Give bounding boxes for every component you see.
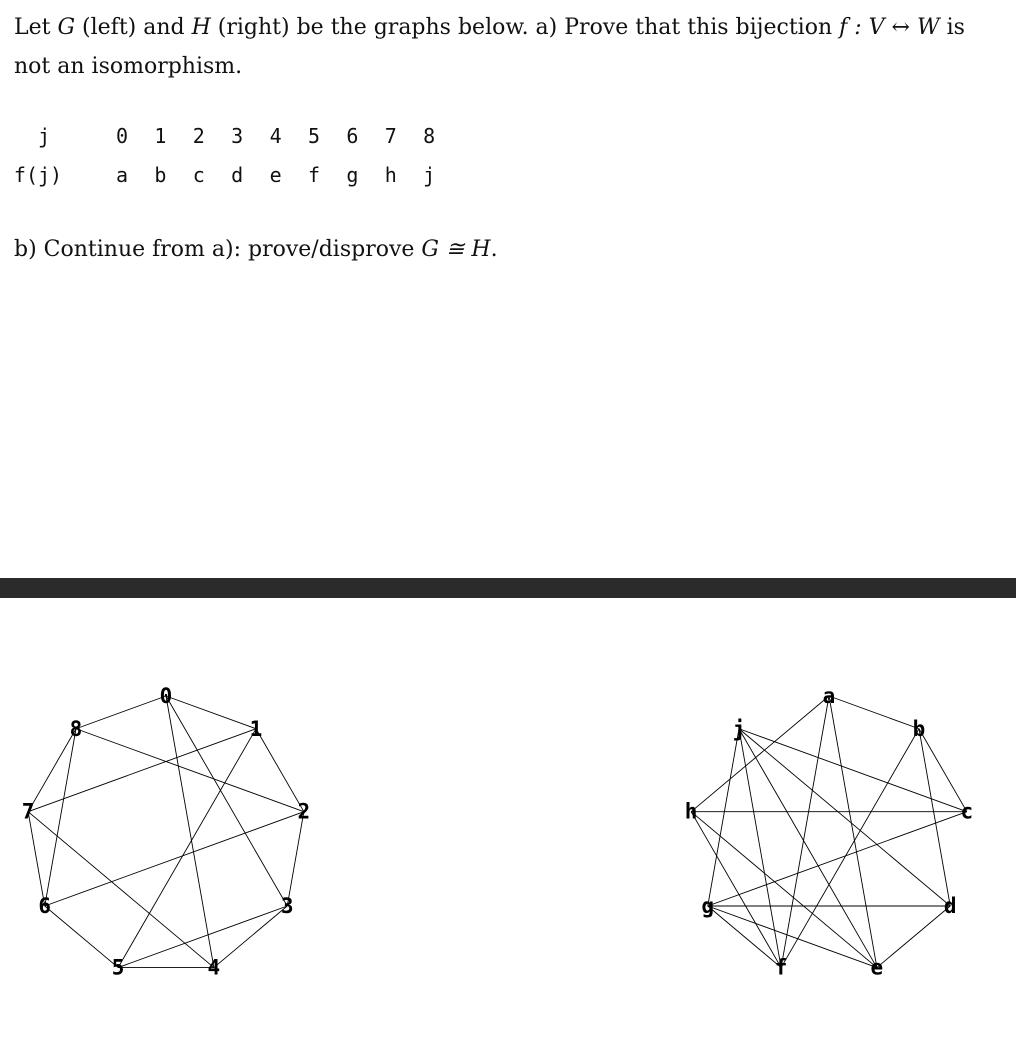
graph-g-edge-2-6 [45, 812, 304, 906]
graph-g-vertex-2: 2 [297, 799, 311, 824]
graph-g-edge-4-7 [28, 812, 214, 968]
graph-h-edge-d-j [739, 729, 950, 906]
problem-text: Let [14, 15, 58, 40]
graph-h-edge-g-j [708, 729, 739, 906]
mapping-cell: 2 [192, 124, 205, 148]
graph-h-edge-a-b [829, 696, 919, 729]
mapping-cell: 3 [231, 124, 244, 148]
graph-g-vertex-3: 3 [280, 894, 294, 918]
mapping-row-label: j [37, 124, 51, 148]
graph-g-vertex-7: 7 [21, 799, 35, 824]
mapping-cell: 0 [115, 124, 129, 148]
graph-g-edge-5-6 [45, 906, 118, 968]
graph-h-vertex-b: b [912, 716, 926, 741]
graph-g-symbol: G [57, 15, 76, 40]
mapping-cell: 7 [384, 124, 397, 148]
problem-text: (left) and [75, 15, 192, 40]
mapping-cell: f [307, 163, 321, 187]
graph-g-vertex-0: 0 [159, 684, 173, 708]
graph-g-vertex-6: 6 [38, 894, 52, 918]
part-b [14, 237, 498, 262]
graph-g-edge-0-8 [76, 696, 166, 729]
mapping-cell: 4 [269, 124, 282, 148]
graph-g-vertex-8: 8 [69, 716, 83, 741]
isomorphism-relation: G ≅ H [421, 237, 491, 262]
graph-h-edge-c-g [708, 812, 967, 906]
problem-line-2: not an isomorphism. [14, 54, 243, 79]
mapping-row-f [0, 163, 460, 202]
problem-text: (right) be the graphs below. a) Prove that this bijection [210, 15, 840, 40]
mapping-table [0, 124, 460, 202]
mapping-cell: h [384, 163, 397, 187]
divider-bar [0, 578, 1016, 598]
graph-h-vertex-c: c [960, 799, 974, 824]
graph-h-vertex-a: a [822, 684, 836, 708]
graph-g [22, 684, 310, 980]
graph-h-vertex-j: j [732, 716, 746, 741]
graphs-figure [0, 598, 1016, 1040]
mapping-row-label: f(j) [13, 163, 63, 187]
mapping-cell: d [231, 163, 244, 187]
graph-g-edge-2-8 [76, 729, 304, 812]
mapping-cell: j [423, 163, 436, 187]
part-b-end: . [490, 237, 498, 262]
bijection-symbol: f : V ↔ W [839, 15, 940, 40]
graph-h [685, 684, 973, 980]
mapping-cell: a [115, 163, 129, 187]
graph-g-edge-3-4 [214, 906, 287, 968]
problem-line-1 [14, 8, 1004, 47]
mapping-cell: e [269, 163, 282, 187]
problem-statement [14, 8, 1004, 86]
mapping-cell: g [346, 163, 359, 187]
graph-h-edge-d-e [877, 906, 950, 968]
graph-h-vertex-h: h [684, 799, 698, 824]
graph-h-edge-e-g [708, 906, 877, 968]
graph-h-vertex-e: e [870, 955, 884, 980]
graph-h-vertex-f: f [774, 955, 788, 980]
graph-g-edge-1-5 [118, 729, 256, 968]
graph-h-vertex-d: d [943, 894, 957, 918]
mapping-cell: 6 [346, 124, 359, 148]
mapping-cell: 5 [307, 124, 321, 148]
mapping-cell: 1 [154, 124, 167, 148]
graph-g-vertex-4: 4 [207, 955, 221, 980]
graph-h-edge-f-g [708, 906, 781, 968]
graph-g-edge-6-7 [28, 812, 45, 906]
mapping-row-j [0, 124, 460, 163]
graph-g-edge-1-7 [28, 729, 256, 812]
part-b-text: b) Continue from a): prove/disprove [14, 237, 422, 262]
graph-g-edge-0-1 [166, 696, 256, 729]
graph-g-vertex-1: 1 [249, 716, 263, 741]
graph-h-edge-c-j [739, 729, 967, 812]
graph-h-symbol: H [191, 15, 211, 40]
graph-h-vertex-g: g [701, 894, 715, 918]
mapping-cell: b [154, 163, 167, 187]
graph-g-vertex-5: 5 [111, 955, 125, 980]
graph-h-edge-e-h [691, 812, 877, 968]
problem-text: is [939, 15, 965, 40]
graph-g-edge-2-3 [287, 812, 304, 906]
mapping-cell: 8 [423, 124, 436, 148]
mapping-cell: c [192, 163, 205, 187]
